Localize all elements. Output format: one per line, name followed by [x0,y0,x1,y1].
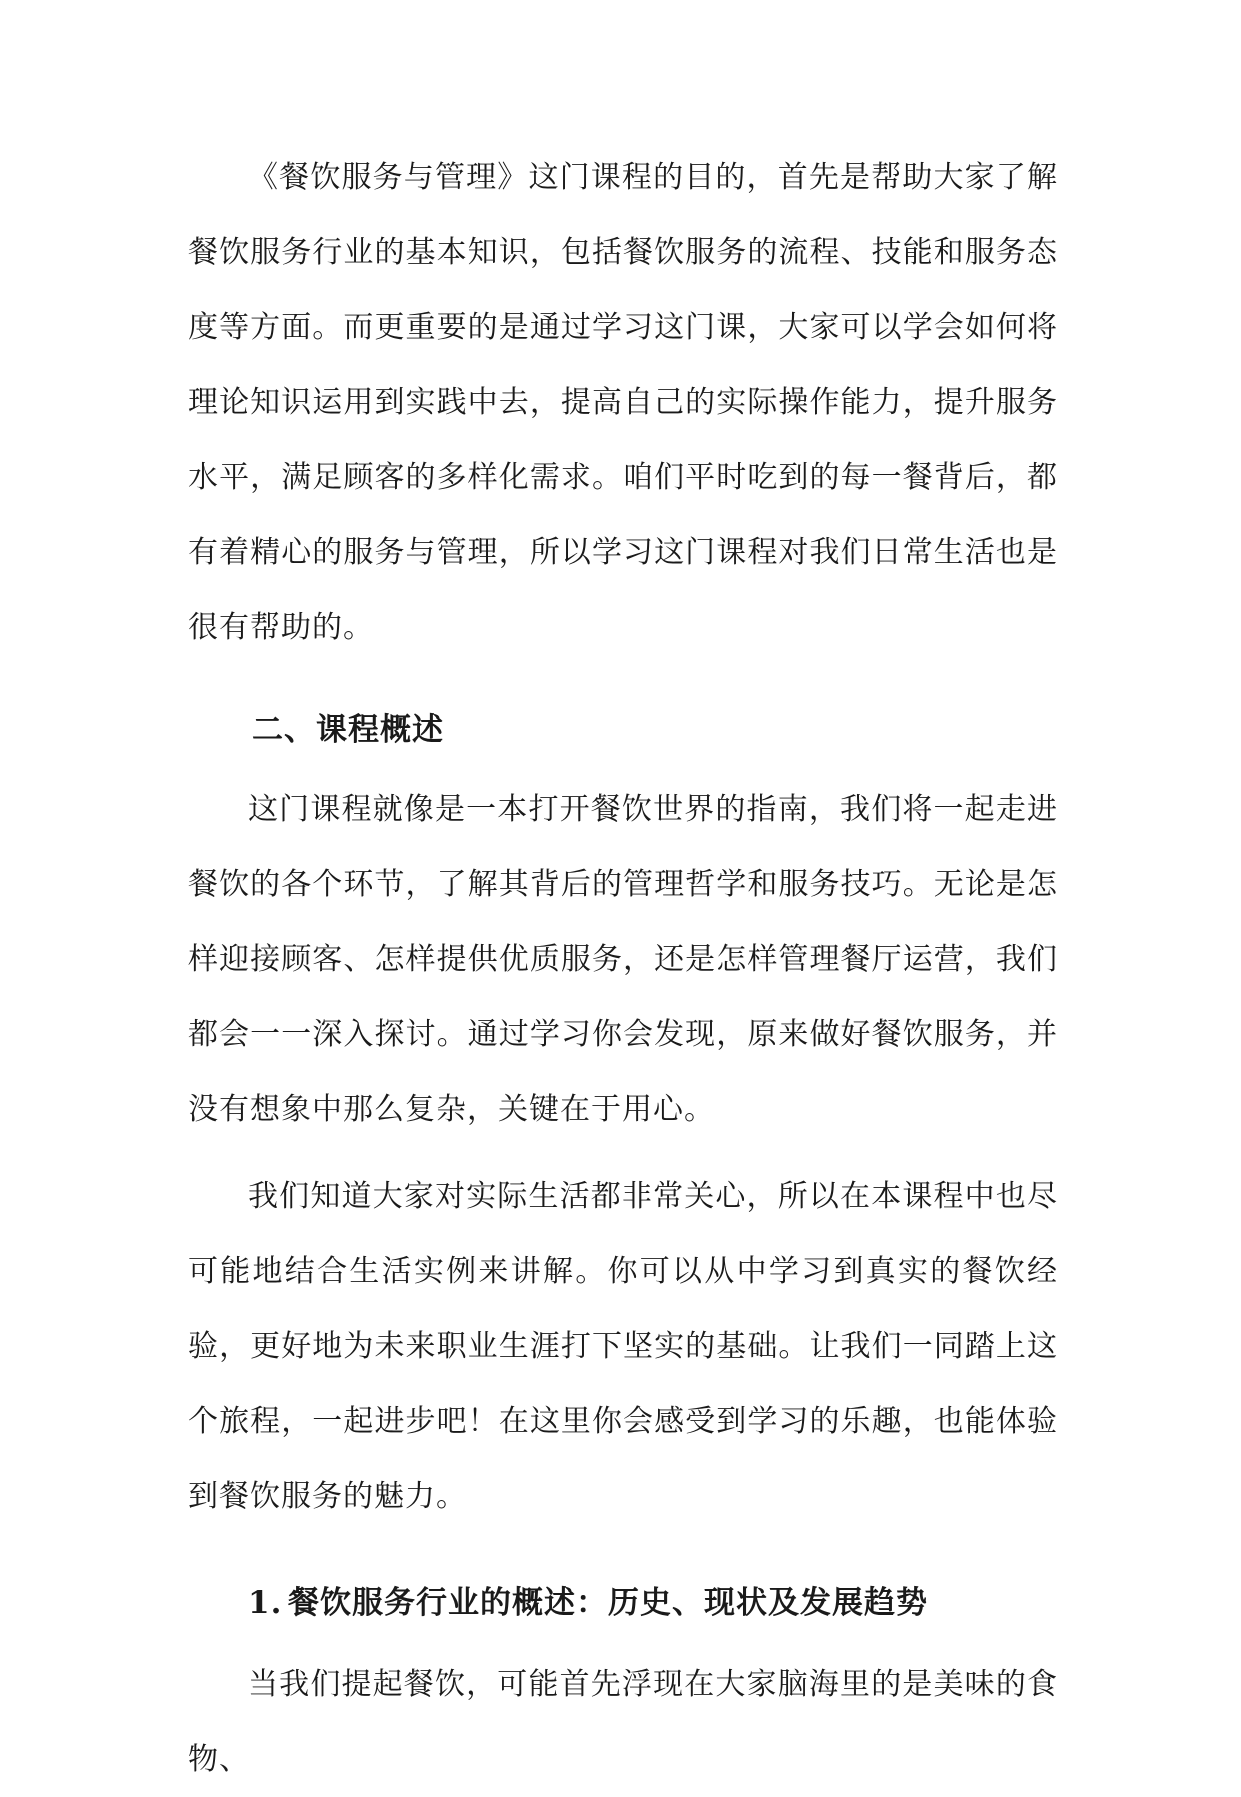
section-heading-course-overview: 二、课程概述 [252,712,444,748]
intro-paragraph: 《餐饮服务与管理》这门课程的目的，首先是帮助大家了解餐饮服务行业的基本知识，包括餐饮服务的流程、技能和服务态度等方面。而更重要的是通过学习这门课，大家可以学会如何将理论知识运用到实践中去，提高自己的实际操作能力，提升服务水平，满足顾客的多样化需求。咱们平时吃到的每一餐背后，都有着精心的服务与管理，所以学习这门课程对我们日常生活也是很有帮助的。 [188,160,1058,645]
subsection-number: 1. [248,1585,283,1621]
document-body [188,140,1058,1797]
overview-paragraph-2: 我们知道大家对实际生活都非常关心，所以在本课程中也尽可能地结合生活实例来讲解。你可以从中学习到真实的餐饮经验，更好地为未来职业生涯打下坚实的基础。让我们一同踏上这个旅程，一起进步吧！在这里你会感受到学习的乐趣，也能体验到餐饮服务的魅力。 [188,1179,1058,1514]
subsection-title: 餐饮服务行业的概述：历史、现状及发展趋势 [288,1585,928,1621]
last-paragraph: 当我们提起餐饮，可能首先浮现在大家脑海里的是美味的食物、 [188,1667,1058,1777]
subsection-heading [188,1566,1058,1641]
overview-paragraph-1: 这门课程就像是一本打开餐饮世界的指南，我们将一起走进餐饮的各个环节，了解其背后的管理哲学和服务技巧。无论是怎样迎接顾客、怎样提供优质服务，还是怎样管理餐厅运营，我们都会一一深入探讨。通过学习你会发现，原来做好餐饮服务，并没有想象中那么复杂，关键在于用心。 [188,792,1058,1127]
